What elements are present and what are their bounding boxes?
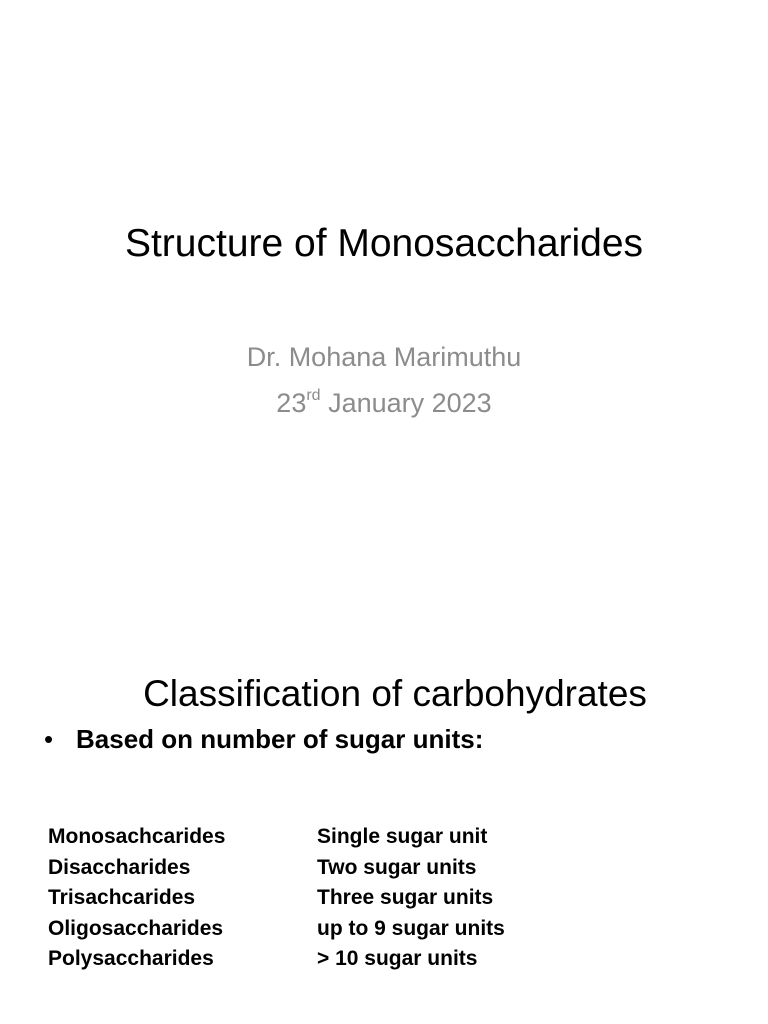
date-month-year: January 2023 xyxy=(320,388,492,418)
bullet-text: Based on number of sugar units: xyxy=(76,724,484,754)
sugar-unit-count: up to 9 sugar units xyxy=(317,916,505,940)
classification-title: Classification of carbohydrates xyxy=(143,673,647,714)
sugar-unit-count: > 10 sugar units xyxy=(317,947,478,971)
table-row xyxy=(48,944,505,975)
sugar-unit-count: Single sugar unit xyxy=(317,825,488,849)
date-ordinal-suffix: rd xyxy=(306,387,321,404)
carbohydrate-type: Monosachcarides xyxy=(48,825,226,849)
sugar-unit-count: Two sugar units xyxy=(317,855,477,879)
author-name: Dr. Mohana Marimuthu xyxy=(246,342,522,372)
carbohydrate-type: Trisachcarides xyxy=(48,886,196,910)
bullet-icon: • xyxy=(44,724,54,754)
table-row xyxy=(48,853,505,884)
sugar-unit-count: Three sugar units xyxy=(317,886,494,910)
date-day: 23 xyxy=(276,388,307,418)
slide-title: Structure of Monosaccharides xyxy=(124,222,644,265)
classification-slide xyxy=(0,576,768,1024)
subtitle-block xyxy=(0,334,768,426)
carbohydrate-type: Oligosaccharides xyxy=(48,916,224,940)
table-row xyxy=(48,914,505,945)
bullet-point xyxy=(44,722,483,756)
carbohydrate-type: Disaccharides xyxy=(48,855,191,879)
carbohydrate-type: Polysaccharides xyxy=(48,947,214,971)
classification-table xyxy=(48,822,505,975)
table-row xyxy=(48,883,505,914)
table-row xyxy=(48,822,505,853)
presentation-date xyxy=(0,380,768,426)
